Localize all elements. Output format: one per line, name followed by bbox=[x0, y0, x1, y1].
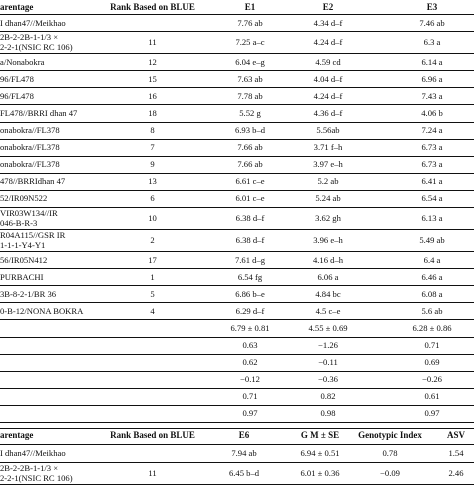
table2-row bbox=[0, 444, 474, 462]
cell-e1: 7.66 ab bbox=[237, 159, 263, 170]
column-header-rank: Rank Based on BLUE bbox=[110, 2, 195, 12]
table2-column-header-gm: G M ± SE bbox=[300, 430, 340, 440]
table-row bbox=[0, 251, 474, 268]
cell-e1: 0.63 bbox=[242, 340, 258, 351]
table-row bbox=[0, 70, 474, 87]
cell-parentage: 478//BRRIdhan 47 bbox=[0, 176, 66, 187]
table2-column-header-e6: E6 bbox=[238, 430, 250, 440]
cell-e3: 6.28 ± 0.86 bbox=[412, 322, 452, 333]
cell-rank: 5 bbox=[150, 288, 155, 299]
cell-e2: 5.24 ab bbox=[315, 193, 341, 204]
cell-rank: 1 bbox=[150, 271, 155, 282]
cell-e1: 6.04 e–g bbox=[235, 56, 265, 67]
cell-e3: −0.26 bbox=[422, 374, 442, 385]
cell-e2: 3.62 gh bbox=[315, 213, 341, 223]
cell-parentage bbox=[0, 371, 100, 388]
cell-e1: 7.61 d–g bbox=[234, 254, 266, 265]
table-row bbox=[0, 319, 474, 336]
cell-e1: 6.79 ± 0.81 bbox=[230, 322, 270, 333]
cell-parentage bbox=[0, 337, 100, 354]
cell-e3: 7.46 ab bbox=[419, 17, 445, 28]
cell-e2: 4.55 ± 0.69 bbox=[308, 322, 348, 333]
cell-e2: 4.59 cd bbox=[315, 56, 341, 67]
cell-e1: 6.01 c–e bbox=[235, 193, 265, 204]
cell-e1: 6.86 b–e bbox=[235, 288, 265, 299]
row-rule bbox=[0, 422, 474, 423]
cell-e1: 0.62 bbox=[242, 357, 258, 368]
cell-e2: 4.34 d–f bbox=[313, 17, 343, 28]
cell-rank: 17 bbox=[148, 254, 157, 265]
cell-e2: 4.84 bc bbox=[315, 288, 341, 299]
cell-e3: 4.06 b bbox=[421, 107, 443, 118]
cell-e2: −0.36 bbox=[318, 374, 338, 385]
table-row bbox=[0, 337, 474, 354]
cell-rank: 16 bbox=[148, 90, 157, 101]
cell-parentage: PURBACHI bbox=[0, 271, 44, 282]
cell-e1: 6.54 fg bbox=[237, 271, 263, 282]
table2-header-row bbox=[0, 428, 474, 442]
cell-e3: 6.3 a bbox=[423, 37, 441, 48]
cell-parentage: 2B-2-2B-1-1/3 × 2-2-1(NSIC RC 106) bbox=[0, 32, 73, 53]
cell-rank: 10 bbox=[148, 213, 157, 223]
cell-e3: 0.97 bbox=[424, 408, 440, 419]
cell-e2: 0.82 bbox=[320, 391, 336, 402]
cell-e3: 7.24 a bbox=[421, 125, 443, 136]
cell-e1: 6.93 b–d bbox=[234, 125, 266, 136]
cell-rank: 2 bbox=[150, 235, 155, 245]
cell-parentage: 3B-8-2-1/BR 36 bbox=[0, 288, 57, 299]
cell-e1: 5.52 g bbox=[239, 107, 261, 118]
cell-e2: 4.24 d–f bbox=[313, 37, 343, 48]
cell-e1: 7.25 a–c bbox=[235, 37, 265, 48]
table-header-row bbox=[0, 0, 474, 14]
cell-e3: 6.41 a bbox=[421, 176, 443, 187]
table-row bbox=[0, 14, 474, 31]
table2-column-header-asv: ASV bbox=[446, 430, 465, 440]
cell-e1: 7.63 ab bbox=[237, 73, 263, 84]
column-header-e2: E2 bbox=[322, 2, 334, 12]
column-header-parentage: arentage bbox=[0, 2, 34, 12]
table-row bbox=[0, 405, 474, 422]
table-row bbox=[0, 268, 474, 285]
table2-cell-parentage: I dhan47//Meikhao bbox=[0, 447, 66, 458]
cell-e3: 6.73 a bbox=[421, 159, 443, 170]
cell-rank bbox=[100, 337, 205, 354]
cell-e3: 5.6 ab bbox=[421, 305, 443, 316]
cell-parentage: 96/FL478 bbox=[0, 90, 34, 101]
cell-e3: 0.61 bbox=[424, 391, 440, 402]
cell-e3: 6.08 a bbox=[421, 288, 443, 299]
cell-e3: 6.14 a bbox=[421, 56, 443, 67]
cell-rank: 4 bbox=[150, 305, 155, 316]
cell-rank: 12 bbox=[148, 56, 157, 67]
table-row bbox=[0, 285, 474, 302]
table2-cell-e6: 7.94 ab bbox=[231, 447, 257, 458]
cell-e2: 4.16 d–h bbox=[312, 254, 344, 265]
table-row bbox=[0, 87, 474, 104]
cell-e3: 7.43 a bbox=[421, 90, 443, 101]
table-row bbox=[0, 122, 474, 139]
cell-rank: 9 bbox=[150, 159, 155, 170]
cell-e3: 0.71 bbox=[424, 340, 440, 351]
cell-e3: 0.69 bbox=[424, 357, 440, 368]
cell-e2: −1.26 bbox=[318, 340, 338, 351]
cell-rank: 15 bbox=[148, 73, 157, 84]
cell-parentage: 52/IR09N522 bbox=[0, 193, 48, 204]
table2-cell-gi: −0.09 bbox=[380, 467, 400, 478]
cell-parentage bbox=[0, 405, 100, 422]
cell-rank bbox=[100, 354, 205, 371]
cell-e1: −0.12 bbox=[240, 374, 260, 385]
cell-parentage: a/Nonabokra bbox=[0, 56, 45, 67]
table2-column-header-rank: Rank Based on BLUE bbox=[110, 430, 195, 440]
table-row bbox=[0, 139, 474, 156]
cell-e1: 6.38 d–f bbox=[235, 235, 265, 245]
table2-row bbox=[0, 462, 474, 484]
table2-cell-gm: 6.94 ± 0.51 bbox=[300, 447, 340, 458]
cell-e3: 6.13 a bbox=[421, 213, 443, 223]
cell-e3: 6.4 a bbox=[423, 254, 441, 265]
cell-parentage: onabokra//FL378 bbox=[0, 142, 60, 153]
cell-e2: 3.97 e–h bbox=[313, 159, 343, 170]
table-row bbox=[0, 31, 474, 53]
cell-rank bbox=[100, 371, 205, 388]
cell-rank bbox=[100, 388, 205, 405]
cell-parentage: R04A115//GSR IR 1-1-1-Y4-Y1 bbox=[0, 230, 66, 250]
table-row bbox=[0, 388, 474, 405]
cell-e2: −0.11 bbox=[318, 357, 338, 368]
column-header-e1: E1 bbox=[244, 2, 256, 12]
cell-rank bbox=[100, 405, 205, 422]
cell-e2: 4.24 d–f bbox=[313, 90, 343, 101]
cell-rank bbox=[100, 14, 205, 31]
cell-e1: 6.38 d–f bbox=[235, 213, 265, 223]
table2-row-rule bbox=[0, 484, 474, 485]
table-row bbox=[0, 229, 474, 251]
cell-e1: 7.66 ab bbox=[237, 142, 263, 153]
table-row bbox=[0, 104, 474, 121]
table-row bbox=[0, 302, 474, 319]
cell-e3: 6.73 a bbox=[421, 142, 443, 153]
table2-cell-asv: 1.54 bbox=[448, 447, 464, 458]
table-row bbox=[0, 354, 474, 371]
column-header-e3: E3 bbox=[426, 2, 438, 12]
cell-parentage: I dhan47//Meikhao bbox=[0, 17, 66, 28]
cell-e2: 4.5 c–e bbox=[315, 305, 341, 316]
cell-e3: 5.49 ab bbox=[419, 235, 445, 245]
table2-column-header-parentage: arentage bbox=[0, 430, 34, 440]
cell-rank: 18 bbox=[148, 107, 157, 118]
table2-cell-gi: 0.78 bbox=[382, 447, 398, 458]
table-row bbox=[0, 371, 474, 388]
cell-e1: 6.61 c–e bbox=[235, 176, 265, 187]
cell-parentage: onabokra//FL378 bbox=[0, 125, 60, 136]
cell-rank: 11 bbox=[148, 37, 157, 48]
cell-parentage bbox=[0, 319, 100, 336]
cell-e1: 0.97 bbox=[242, 408, 258, 419]
cell-rank: 8 bbox=[150, 125, 155, 136]
cell-parentage: 0-B-12/NONA BOKRA bbox=[0, 305, 84, 316]
cell-e2: 5.2 ab bbox=[317, 176, 339, 187]
cell-e1: 7.76 ab bbox=[237, 17, 263, 28]
cell-e1: 6.29 d–f bbox=[235, 305, 265, 316]
cell-e2: 6.06 a bbox=[317, 271, 339, 282]
table2-cell-asv: 2.46 bbox=[448, 467, 464, 478]
cell-e2: 3.96 e–h bbox=[313, 235, 343, 245]
cell-e1: 7.78 ab bbox=[237, 90, 263, 101]
cell-rank: 6 bbox=[150, 193, 155, 204]
table-row bbox=[0, 190, 474, 207]
table2-cell-parentage: 2B-2-2B-1-1/3 × 2-2-1(NSIC RC 106) bbox=[0, 462, 73, 483]
cell-e2: 5.56ab bbox=[316, 125, 340, 136]
table2-cell-e6: 6.45 b–d bbox=[228, 467, 260, 478]
cell-e3: 6.46 a bbox=[421, 271, 443, 282]
table2-cell-rank bbox=[100, 444, 205, 462]
cell-e3: 6.96 a bbox=[421, 73, 443, 84]
table2-cell-gm: 6.01 ± 0.36 bbox=[300, 467, 340, 478]
table-row bbox=[0, 53, 474, 70]
cell-e1: 0.71 bbox=[242, 391, 258, 402]
cell-parentage: FL478//BRRI dhan 47 bbox=[0, 107, 78, 118]
table2-cell-rank: 11 bbox=[148, 467, 157, 478]
cell-parentage bbox=[0, 354, 100, 371]
cell-parentage: VIR03W134//IR 046-B-R-3 bbox=[0, 208, 58, 228]
cell-e2: 0.98 bbox=[320, 408, 336, 419]
cell-e2: 4.36 d–f bbox=[313, 107, 343, 118]
cell-e2: 4.04 d–f bbox=[313, 73, 343, 84]
cell-parentage bbox=[0, 388, 100, 405]
table2-column-header-gi: Genotypic Index bbox=[358, 430, 422, 440]
cell-parentage: onabokra//FL378 bbox=[0, 159, 60, 170]
cell-rank bbox=[100, 319, 205, 336]
cell-rank: 7 bbox=[150, 142, 155, 153]
cell-e3: 6.54 a bbox=[421, 193, 443, 204]
cell-rank: 13 bbox=[148, 176, 157, 187]
table-row bbox=[0, 173, 474, 190]
table-row bbox=[0, 156, 474, 173]
cell-e2: 3.71 f–h bbox=[313, 142, 343, 153]
cell-parentage: 96/FL478 bbox=[0, 73, 34, 84]
table-row bbox=[0, 207, 474, 229]
cell-parentage: 56/IR05N412 bbox=[0, 254, 48, 265]
